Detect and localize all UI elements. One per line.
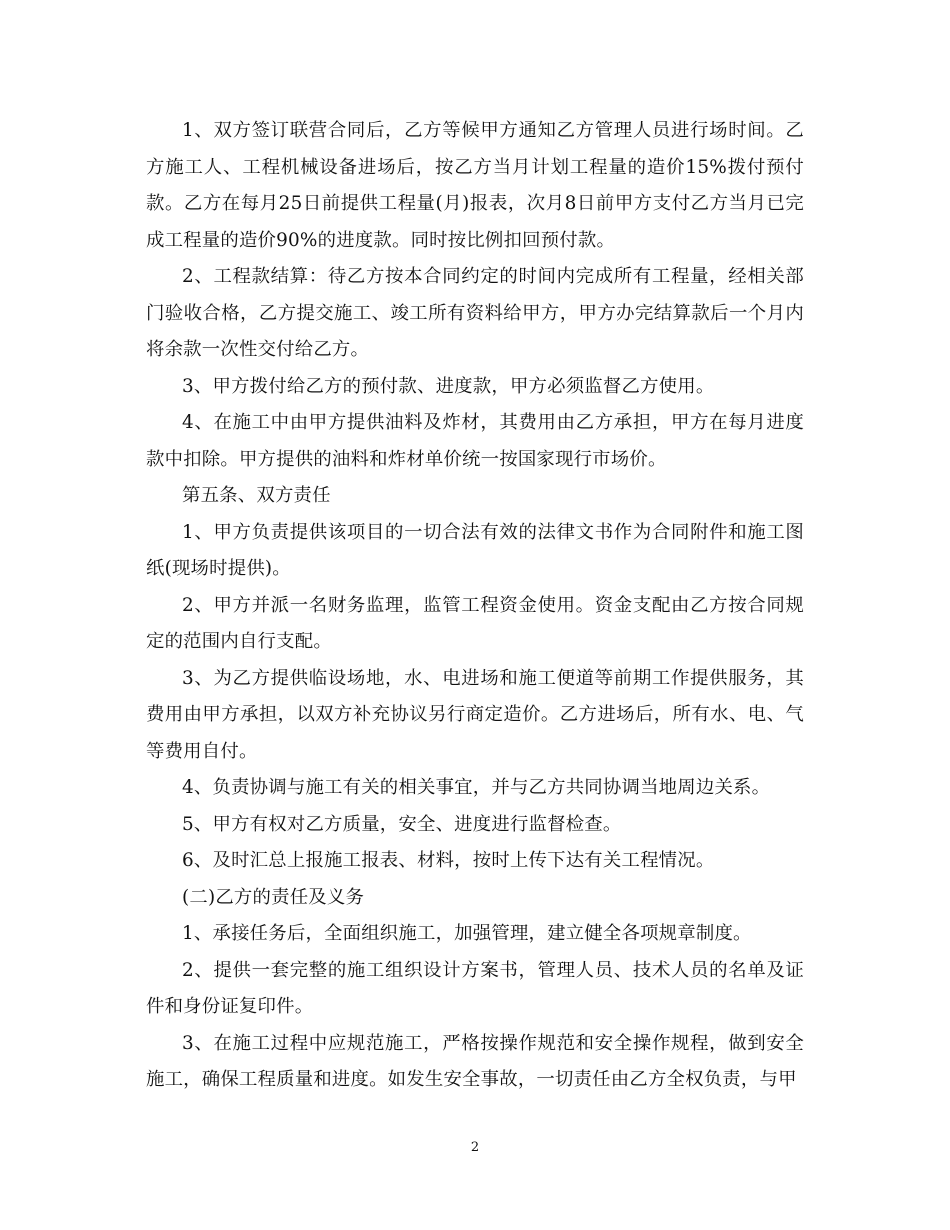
paragraph: 1、承接任务后，全面组织施工，加强管理，建立健全各项规章制度。 [182,923,752,944]
paragraph: 4、负责协调与施工有关的相关事宜，并与乙方共同协调当地周边关系。 [182,777,771,798]
paragraph: 4、在施工中由甲方提供油料及炸材，其费用由乙方承担，甲方在每月进度款中扣除。甲方提供的油料和炸材单价统一按国家现行市场价。 [146,412,804,470]
page-number: 2 [470,1140,480,1155]
paragraph: 1、甲方负责提供该项目的一切合法有效的法律文书作为合同附件和施工图纸(现场时提供)。 [146,521,804,579]
paragraph: 3、在施工过程中应规范施工，严格按操作规范和安全操作规程，做到安全施工，确保工程质量和进度。如发生安全事故，一切责任由乙方全权负责，与甲 [146,1032,804,1090]
paragraph: 2、甲方并派一名财务监理，监管工程资金使用。资金支配由乙方按合同规定的范围内自行支配。 [146,594,804,652]
document-body [146,113,804,1099]
section-heading: 第五条、双方责任 [182,485,331,506]
paragraph: 1、双方签订联营合同后，乙方等候甲方通知乙方管理人员进行场时间。乙方施工人、工程机械设备进场后，按乙方当月计划工程量的造价15%拨付预付款。乙方在每月25日前提供工程量(月)报表，次月8日前甲方支付乙方当月已完成工程量的造价90%的进度款。同时按比例扣回预付款。 [146,120,804,251]
paragraph: 2、提供一套完整的施工组织设计方案书，管理人员、技术人员的名单及证件和身份证复印件。 [146,959,804,1017]
paragraph: 2、工程款结算：待乙方按本合同约定的时间内完成所有工程量，经相关部门验收合格，乙方提交施工、竣工所有资料给甲方，甲方办完结算款后一个月内将余款一次性交付给乙方。 [146,266,804,360]
paragraph: 3、甲方拨付给乙方的预付款、进度款，甲方必须监督乙方使用。 [182,375,715,397]
paragraph: 6、及时汇总上报施工报表、材料，按时上传下达有关工程情况。 [182,850,715,871]
paragraph: 5、甲方有权对乙方质量，安全、进度进行监督检查。 [182,813,622,835]
paragraph: 3、为乙方提供临设场地，水、电进场和施工便道等前期工作提供服务，其费用由甲方承担，以双方补充协议另行商定造价。乙方进场后，所有水、电、气等费用自付。 [146,667,804,762]
section-heading: (二)乙方的责任及义务 [182,886,365,908]
